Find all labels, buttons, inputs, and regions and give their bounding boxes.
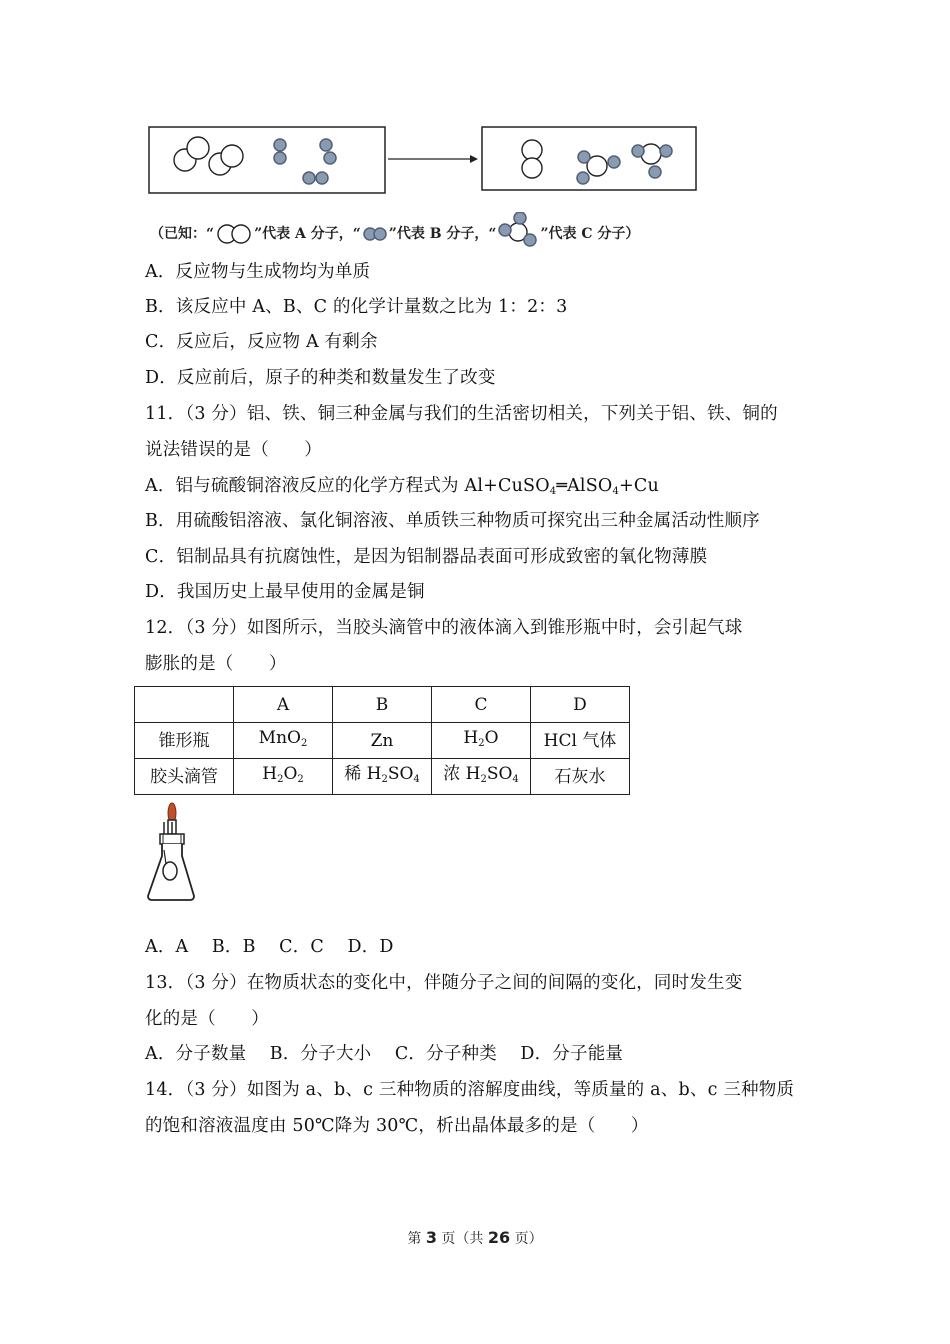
table-cell: Zn bbox=[333, 723, 432, 759]
table-cell: 稀 $H_2SO_4$ bbox=[333, 759, 432, 795]
table-cell: 石灰水 bbox=[531, 759, 630, 795]
table-cell: A bbox=[234, 687, 333, 723]
q14-stem-line1: 14．（3 分）如图为 a、b、c 三种物质的溶解度曲线，等质量的 a、b、c 三种物质 bbox=[145, 1080, 795, 1100]
q12-stem-line2: 膨胀的是（ ） bbox=[145, 654, 287, 674]
q11-stem-line1: 11．（3 分）铝、铁、铜三种金属与我们的生活密切相关，下列关于铝、铁、铜的 bbox=[145, 404, 778, 424]
table-cell: C bbox=[432, 687, 531, 723]
legend-c-molecule-icon bbox=[496, 212, 540, 248]
q14-stem-line2: 的饱和溶液温度由 50℃降为 30℃，析出晶体最多的是（ ） bbox=[145, 1116, 649, 1136]
q12-options: A．A B．B C．C D．D bbox=[145, 937, 394, 957]
table-cell: HCl 气体 bbox=[531, 723, 630, 759]
q12-stem-line1: 12．（3 分）如图所示，当胶头滴管中的液体滴入到锥形瓶中时，会引起气球 bbox=[145, 618, 743, 638]
q10-option-a: A．反应物与生成物均为单质 bbox=[145, 262, 371, 282]
table-cell: 胶头滴管 bbox=[135, 759, 234, 795]
flask-dropper-icon bbox=[140, 800, 200, 906]
reaction-legend: （已知：“ ”代表 A 分子，“ ”代表 B 分子，“ ”代表 C 分子） bbox=[150, 212, 639, 248]
q10-option-c: C．反应后，反应物 A 有剩余 bbox=[145, 332, 378, 352]
q11-option-d: D．我国历史上最早使用的金属是铜 bbox=[145, 582, 425, 602]
legend-b-molecule-icon bbox=[361, 223, 389, 245]
q11-option-a: A．铝与硫酸铜溶液反应的化学方程式为 Al+CuSO$_4$═AlSO$_4$+Cu bbox=[145, 476, 659, 497]
page-total: 26 bbox=[487, 1228, 511, 1247]
q11-option-b: B．用硫酸铝溶液、氯化铜溶液、单质铁三种物质可探究出三种金属活动性顺序 bbox=[145, 511, 760, 531]
legend-a-molecule-icon bbox=[214, 223, 254, 245]
table-cell: MnO$_2$ bbox=[234, 723, 333, 759]
reaction-diagram bbox=[140, 118, 710, 202]
page-footer: 第 3 页（共 26 页） bbox=[407, 1228, 543, 1247]
q13-options: A．分子数量 B．分子大小 C．分子种类 D．分子能量 bbox=[145, 1044, 624, 1064]
table-cell: $H_2O$ bbox=[432, 723, 531, 759]
page-number: 3 bbox=[425, 1228, 437, 1247]
table-row bbox=[135, 759, 630, 795]
q11-stem-line2: 说法错误的是（ ） bbox=[145, 440, 322, 460]
q10-option-d: D．反应前后，原子的种类和数量发生了改变 bbox=[145, 368, 496, 388]
q11-option-c: C．铝制品具有抗腐蚀性，是因为铝制器品表面可形成致密的氧化物薄膜 bbox=[145, 547, 708, 567]
q13-stem-line2: 化的是（ ） bbox=[145, 1009, 269, 1029]
table-cell: 锥形瓶 bbox=[135, 723, 234, 759]
table-cell: 浓 $H_2SO_4$ bbox=[432, 759, 531, 795]
table-cell: $H_2O_2$ bbox=[234, 759, 333, 795]
q10-option-b: B．该反应中 A、B、C 的化学计量数之比为 1：2：3 bbox=[145, 297, 568, 317]
table-header-row bbox=[135, 687, 630, 723]
table-cell: B bbox=[333, 687, 432, 723]
q12-table bbox=[134, 686, 630, 795]
table-cell: D bbox=[531, 687, 630, 723]
table-row bbox=[135, 723, 630, 759]
q13-stem-line1: 13．（3 分）在物质状态的变化中，伴随分子之间的间隔的变化，同时发生变 bbox=[145, 973, 743, 993]
table-cell bbox=[135, 687, 234, 723]
